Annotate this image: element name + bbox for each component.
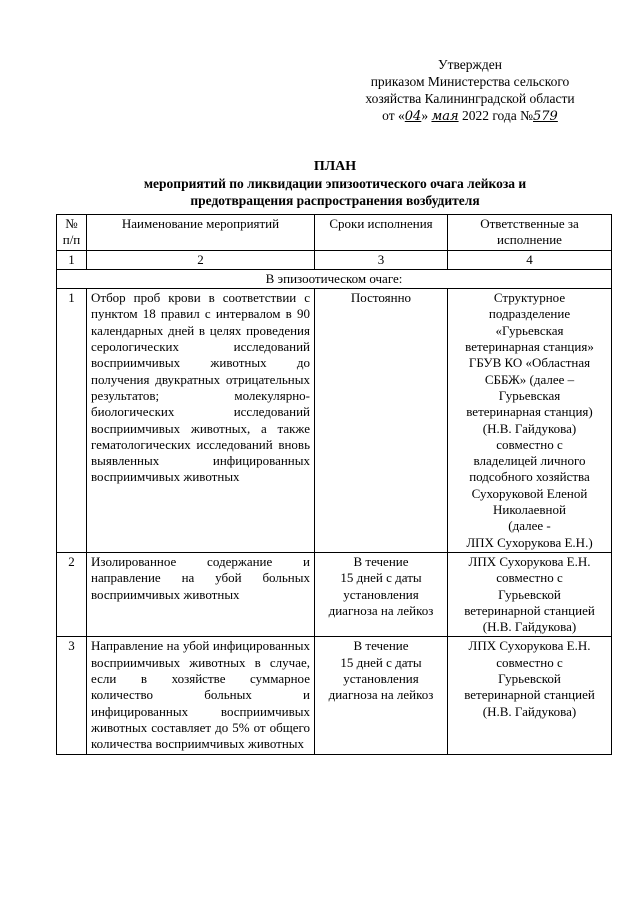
term-line: установления: [343, 586, 419, 602]
table-row: [57, 637, 612, 754]
plan-subtitle-2: предотвращения распространения возбудителя: [190, 193, 480, 208]
resp-line: Гурьевская: [498, 387, 561, 403]
term-line: 15 дней с даты: [340, 570, 422, 586]
section-row: [57, 269, 612, 288]
measure-name: Отбор проб крови в соответствии с пунктом 18 правил с интервалом в 90 календарных дней в целях проведения серологических исследований восприимчивых животных до получения двукратных отрицательных результатов; молекулярно-биологических исследований восприимчивых животных, а также гематологических исследований вновь выявленных инфицированных восприимчивых животных: [87, 289, 315, 553]
resp-line: (Н.В. Гайдукова): [482, 703, 577, 719]
resp-line: подсобного хозяйства: [469, 469, 590, 485]
term-line: В течение: [353, 553, 409, 569]
measure-responsible: [448, 289, 612, 553]
approval-line-2: приказом Министерства сельского: [370, 74, 570, 89]
resp-line: Сухоруковой Еленой: [471, 485, 588, 501]
plan-table: [56, 214, 612, 755]
table-row: [57, 552, 612, 636]
plan-heading: ПЛАН: [313, 159, 357, 174]
resp-line: ГБУВ КО «Областная: [468, 355, 591, 371]
resp-line: ЛПХ Сухорукова Е.Н.): [466, 534, 593, 550]
approval-date-line: [340, 107, 600, 125]
term-line: В течение: [353, 638, 409, 654]
term-line: 15 дней с даты: [340, 654, 422, 670]
date-mid: »: [421, 108, 429, 123]
measure-term: Постоянно: [315, 289, 448, 553]
measure-name: Изолированное содержание и направление на убой больных восприимчивых животных: [87, 552, 315, 636]
measure-name: Направление на убой инфицированных восприимчивых животных в случае, если в хозяйстве суммарное количество больных и инфицированных восприимчивых животных составляет до 5% от общего количества восприимчивых животных: [87, 637, 315, 754]
date-month: мая: [431, 109, 459, 124]
resp-line: (далее -: [508, 518, 551, 534]
approval-block: [340, 56, 600, 125]
measure-responsible: [448, 637, 612, 754]
measure-responsible: [448, 552, 612, 636]
resp-line: ЛПХ Сухорукова Е.Н.: [468, 553, 591, 569]
resp-line: Николаевной: [493, 502, 566, 518]
section-title: В эпизоотическом очаге:: [57, 269, 612, 288]
table-header-row: [57, 215, 612, 251]
resp-line: ветеринарная станция»: [465, 339, 594, 355]
measure-term: [315, 552, 448, 636]
resp-line: ветеринарной станцией: [464, 687, 595, 703]
term-line: диагноза на лейкоз: [328, 687, 434, 703]
index-cell: 1: [57, 250, 87, 269]
row-number: 1: [57, 289, 87, 553]
measure-term: [315, 637, 448, 754]
order-number: 579: [533, 109, 558, 124]
date-prefix: от «: [382, 108, 405, 123]
index-cell: 3: [315, 250, 448, 269]
resp-line: (Н.В. Гайдукова): [482, 619, 577, 635]
header-name: Наименование мероприятий: [87, 215, 315, 251]
row-number: 2: [57, 552, 87, 636]
index-cell: 2: [87, 250, 315, 269]
header-num: № п/п: [57, 215, 87, 251]
term-line: диагноза на лейкоз: [328, 602, 434, 618]
date-day: 04: [404, 109, 422, 124]
resp-line: Гурьевской: [498, 586, 561, 602]
index-row: [57, 250, 612, 269]
resp-line: подразделение: [488, 306, 571, 322]
resp-line: Структурное: [493, 290, 566, 306]
date-suffix: 2022 года №: [461, 108, 534, 123]
approval-line-3: хозяйства Калининградской области: [365, 91, 575, 106]
index-cell: 4: [448, 250, 612, 269]
row-number: 3: [57, 637, 87, 754]
resp-line: совместно с: [496, 570, 563, 586]
plan-subtitle-1: мероприятий по ликвидации эпизоотического очага лейкоза и: [143, 176, 527, 191]
table-row: [57, 289, 612, 553]
resp-line: «Гурьевская: [495, 322, 564, 338]
resp-line: совместно с: [496, 436, 563, 452]
header-resp: Ответственные за исполнение: [448, 215, 612, 251]
resp-line: (Н.В. Гайдукова): [482, 420, 577, 436]
resp-line: ЛПХ Сухорукова Е.Н.: [468, 638, 591, 654]
resp-line: совместно с: [496, 654, 563, 670]
plan-title: [60, 158, 610, 209]
resp-line: владелицей личного: [473, 453, 586, 469]
resp-line: ветеринарной станцией: [464, 602, 595, 618]
resp-line: ветеринарная станция): [466, 404, 593, 420]
header-term: Сроки исполнения: [315, 215, 448, 251]
resp-line: СББЖ» (далее –: [484, 371, 575, 387]
approval-line-1: Утвержден: [438, 57, 502, 72]
resp-line: Гурьевской: [498, 671, 561, 687]
term-line: установления: [343, 671, 419, 687]
